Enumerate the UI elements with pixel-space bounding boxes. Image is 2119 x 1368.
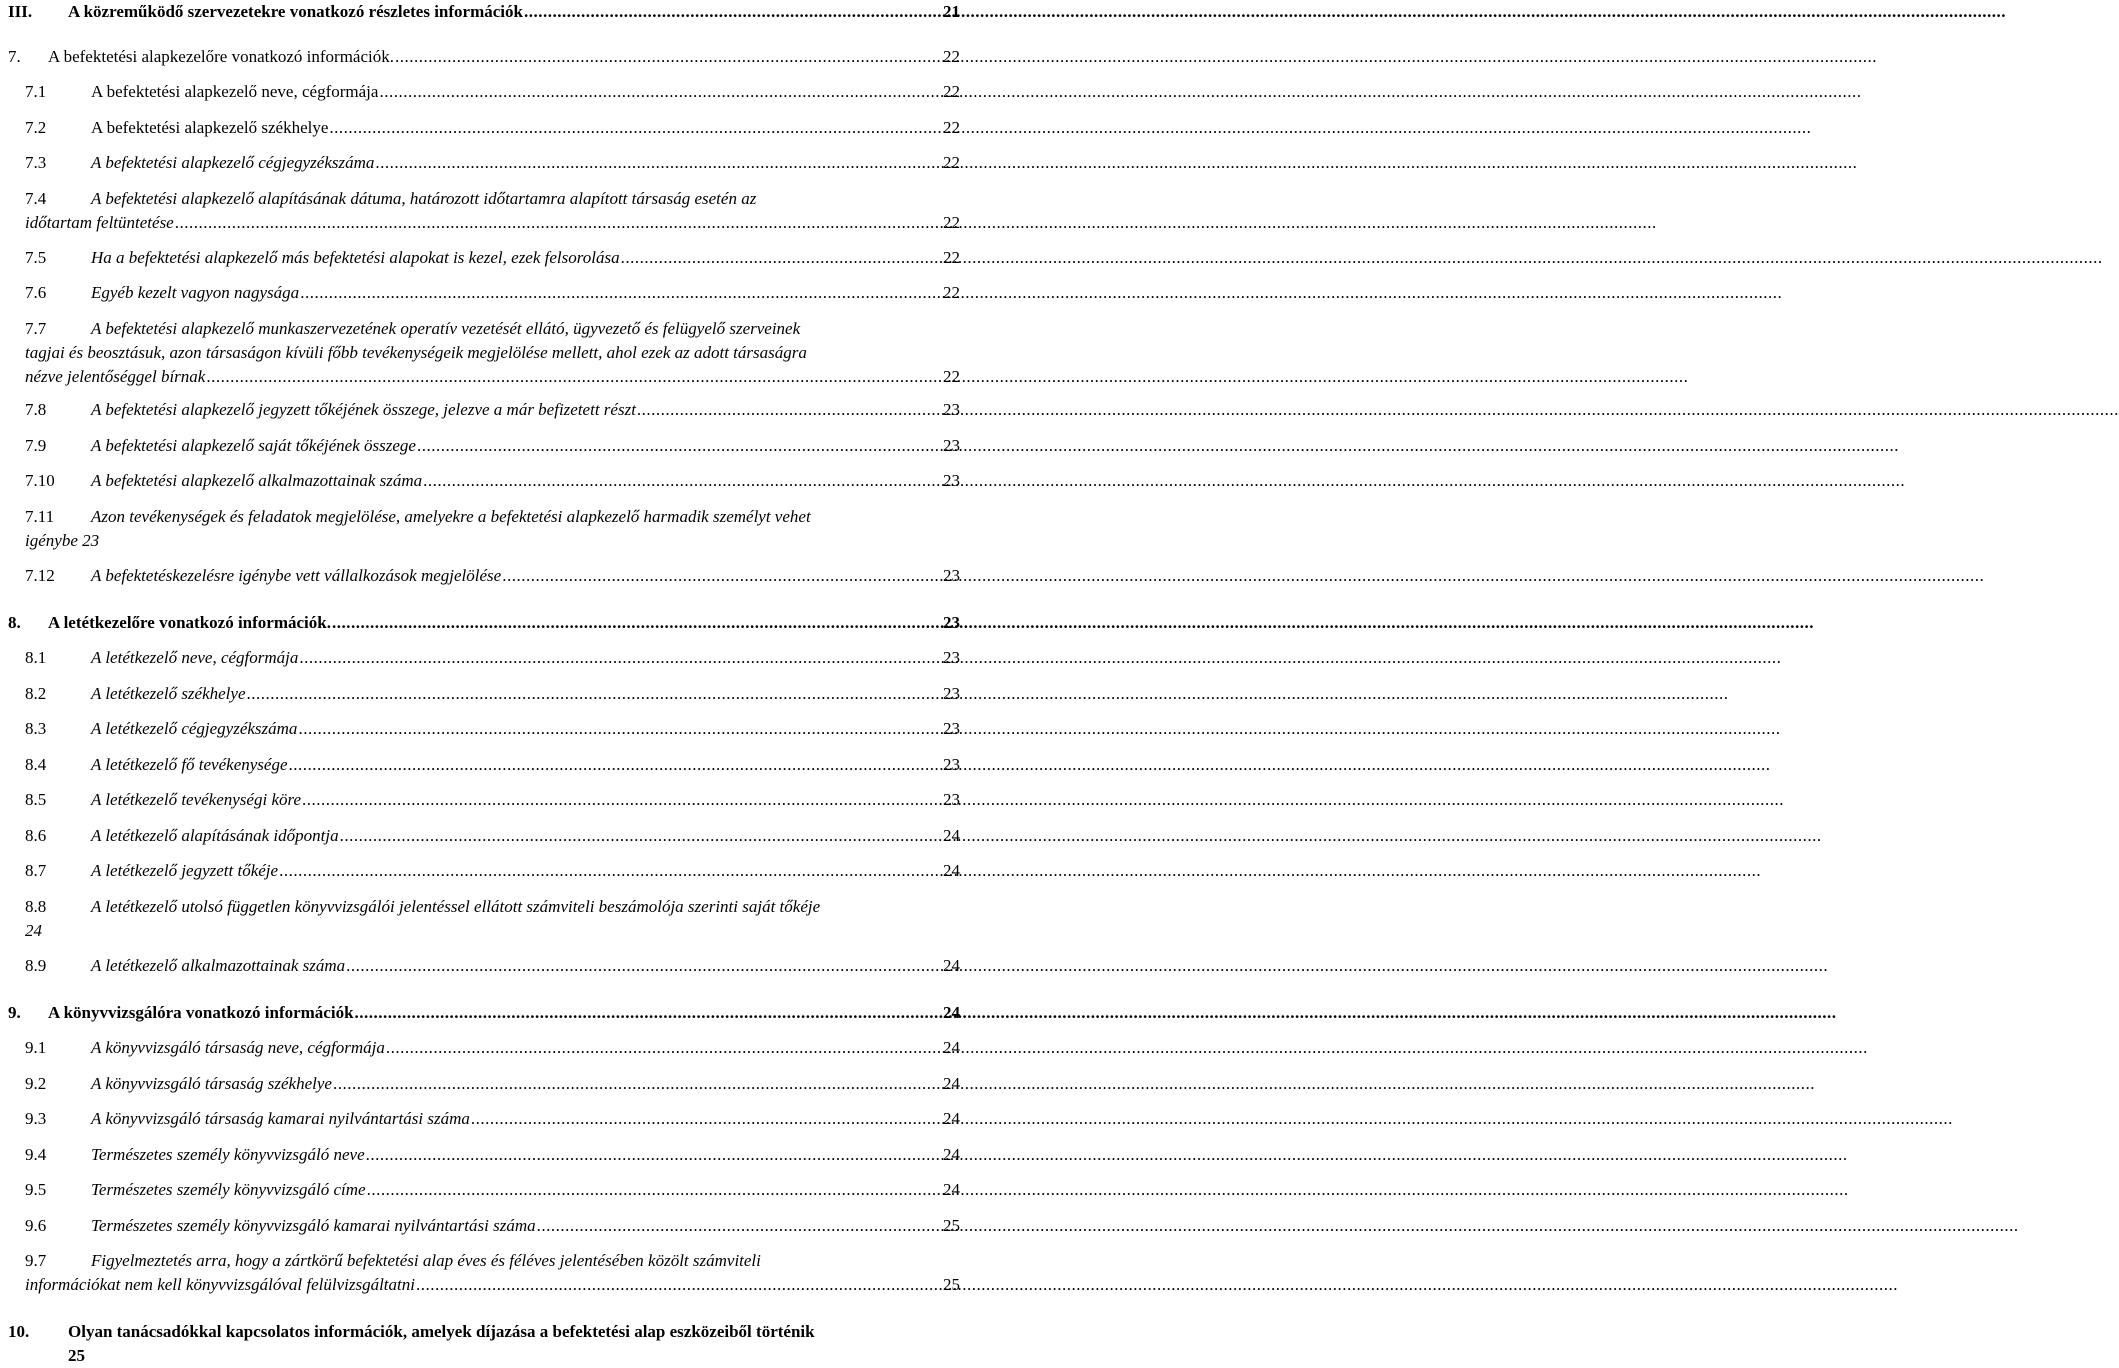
toc-entry-number: 9. [8, 1003, 21, 1022]
toc-entry-title: A letétkezelőre vonatkozó információk. [48, 613, 331, 632]
toc-entry[interactable] [0, 717, 960, 741]
toc-entry-number: 7.12 [25, 566, 55, 585]
toc-entry-number: 9.3 [25, 1109, 47, 1128]
toc-entry-number: 7.4 [25, 189, 47, 208]
dot-leader [423, 469, 942, 493]
toc-entry-page: 24 [943, 956, 960, 975]
toc-entry-page: 25 [943, 1275, 960, 1294]
toc-entry[interactable] [0, 317, 960, 389]
toc-entry-number: 7.5 [25, 248, 47, 267]
toc-entry-title: Természetes személy könyvvizsgáló neve [91, 1145, 365, 1164]
toc-entry-page: 23 [943, 566, 960, 585]
toc-entry-number: 8.9 [25, 956, 47, 975]
toc-entry-page: 21 [943, 2, 960, 21]
toc-entry[interactable] [0, 824, 960, 848]
toc-entry-title: információkat nem kell könyvvizsgálóval felülvizsgáltatni [25, 1275, 415, 1294]
dot-leader [332, 611, 942, 635]
toc-entry[interactable] [0, 1036, 960, 1060]
toc-entry[interactable] [0, 151, 960, 175]
toc-entry-page: 24 [943, 1145, 960, 1164]
toc-entry-page: 22 [943, 47, 960, 66]
toc-entry-page: 23 [943, 436, 960, 455]
toc-entry-title: Azon tevékenységek és feladatok megjelölése, amelyekre a befektetési alapkezelő harmadik személyt vehet [91, 507, 811, 526]
toc-entry[interactable] [0, 954, 960, 978]
toc-entry[interactable] [0, 753, 960, 777]
toc-entry-title: A letétkezelő neve, cégformája [91, 648, 299, 667]
toc-entry-page: 24 [943, 1180, 960, 1199]
toc-entry-page: 24 [943, 1109, 960, 1128]
toc-entry-number: 9.6 [25, 1216, 47, 1235]
toc-entry[interactable] [0, 505, 960, 553]
toc-entry-number: 7.11 [25, 507, 55, 526]
dot-leader [502, 564, 942, 588]
toc-entry[interactable] [0, 682, 960, 706]
dot-leader [386, 1036, 942, 1060]
toc-entry-page: 22 [943, 153, 960, 172]
toc-entry-page: 24 [943, 1038, 960, 1057]
dot-leader [279, 859, 942, 883]
dot-leader [302, 788, 942, 812]
toc-entry-title: A letétkezelő székhelye [91, 684, 246, 703]
toc-entry[interactable] [0, 611, 960, 635]
dot-leader [416, 1273, 942, 1297]
toc-entry-page: 22 [943, 283, 960, 302]
toc-entry-number: 8.6 [25, 826, 47, 845]
toc-entry-title: A könyvvizsgáló társaság székhelye [91, 1074, 332, 1093]
toc-entry-number: 9.4 [25, 1145, 47, 1164]
toc-entry-page: 23 [943, 648, 960, 667]
toc-entry-title: igénybe 23 [25, 531, 100, 550]
toc-entry-page: 22 [943, 118, 960, 137]
toc-entry-title: A könyvvizsgáló társaság neve, cégformája [91, 1038, 385, 1057]
toc-entry-number: 8.1 [25, 648, 47, 667]
toc-entry-title: A befektetési alapkezelő saját tőkéjének összege [91, 436, 416, 455]
toc-entry-page: 24 [943, 826, 960, 845]
toc-entry-number: III. [8, 2, 33, 21]
toc-entry-page: 23 [943, 755, 960, 774]
dot-leader [300, 281, 942, 305]
toc-entry-number: 8.2 [25, 684, 47, 703]
toc-entry-title: Természetes személy könyvvizsgáló kamarai nyilvántartási száma [91, 1216, 536, 1235]
toc-entry[interactable] [0, 564, 960, 588]
toc-entry-title: Ha a befektetési alapkezelő más befektetési alapokat is kezel, ezek felsorolása [91, 248, 620, 267]
dot-leader [299, 646, 942, 670]
dot-leader [289, 753, 943, 777]
toc-entry-number: 9.1 [25, 1038, 47, 1057]
dot-leader [340, 824, 942, 848]
toc-entry[interactable] [0, 1320, 960, 1368]
toc-entry-number: 8.3 [25, 719, 47, 738]
toc-entry[interactable] [0, 1107, 960, 1131]
toc-entry-number: 7.1 [25, 82, 47, 101]
toc-entry-page: 22 [943, 82, 960, 101]
dot-leader [367, 1178, 942, 1202]
toc-entry-page: 24 [943, 861, 960, 880]
dot-leader [637, 398, 942, 422]
toc-entry-title: A letétkezelő jegyzett tőkéje [91, 861, 279, 880]
toc-entry-title: A letétkezelő alapításának időpontja [91, 826, 339, 845]
toc-entry[interactable] [0, 246, 960, 270]
toc-entry[interactable] [0, 469, 960, 493]
dot-leader [333, 1072, 942, 1096]
toc-entry[interactable] [0, 116, 960, 140]
toc-entry[interactable] [0, 646, 960, 670]
toc-entry-title: A letétkezelő alkalmazottainak száma [91, 956, 346, 975]
toc-entry-title: A befektetési alapkezelő alapításának dátuma, határozott időtartamra alapított társaság esetén az [91, 189, 757, 208]
toc-entry[interactable] [0, 1214, 960, 1238]
toc-entry[interactable] [0, 1001, 960, 1025]
toc-entry-title: A befektetési alapkezelőre vonatkozó információk. [48, 47, 394, 66]
dot-leader [379, 80, 942, 104]
toc-entry-title: A befektetési alapkezelő munkaszervezetének operatív vezetését ellátó, ügyvezető és felügyelő szerveinek [91, 319, 801, 338]
toc-entry[interactable] [0, 398, 960, 422]
dot-leader [329, 116, 942, 140]
dot-leader [471, 1107, 942, 1131]
dot-leader [524, 0, 942, 24]
dot-leader [537, 1214, 942, 1238]
toc-entry-title: A letétkezelő fő tevékenysége [91, 755, 288, 774]
toc-entry-page: 23 [943, 719, 960, 738]
toc-entry-title: nézve jelentőséggel bírnak [25, 367, 206, 386]
toc-entry-number: 9.5 [25, 1180, 47, 1199]
toc-entry-title: tagjai és beosztásuk, azon társaságon kívüli főbb tevékenységeik megjelölése mellett, ahol ezek az adott társaságra [25, 343, 807, 362]
dot-leader [247, 682, 943, 706]
dot-leader [395, 45, 942, 69]
toc-entry-title: Egyéb kezelt vagyon nagysága [91, 283, 300, 302]
toc-entry-number: 7.8 [25, 400, 47, 419]
toc-entry-page: 23 [943, 471, 960, 490]
toc-entry-number: 9.7 [25, 1251, 47, 1270]
toc-entry-number: 7.3 [25, 153, 47, 172]
toc-entry[interactable] [0, 1143, 960, 1167]
toc-entry-page: 24 [943, 1003, 960, 1022]
toc-entry-title: A befektetési alapkezelő székhelye [91, 118, 329, 137]
dot-leader [298, 717, 942, 741]
toc-entry-page: 23 [943, 400, 960, 419]
toc-entry-title: A letétkezelő tevékenységi köre [91, 790, 302, 809]
toc-entry-number: 7. [8, 47, 21, 66]
toc-entry-title: A könyvvizsgáló társaság kamarai nyilvántartási száma [91, 1109, 470, 1128]
toc-entry-number: 7.7 [25, 319, 47, 338]
toc-entry-title: A befektetési alapkezelő jegyzett tőkéjének összege, jelezve a már befizetett részt [91, 400, 636, 419]
toc-entry-title: A befektetési alapkezelő neve, cégformája [91, 82, 379, 101]
dot-leader [621, 246, 942, 270]
toc-entry-number: 7.6 [25, 283, 47, 302]
toc-entry[interactable] [0, 434, 960, 458]
toc-entry[interactable] [0, 80, 960, 104]
toc-entry[interactable] [0, 788, 960, 812]
toc-entry-page: 23 [943, 684, 960, 703]
toc-entry-title: Természetes személy könyvvizsgáló címe [91, 1180, 366, 1199]
toc-entry-title: A közreműködő szervezetekre vonatkozó részletes információk [68, 2, 523, 21]
toc-entry-number: 8.4 [25, 755, 47, 774]
toc-entry[interactable] [0, 187, 960, 235]
toc-entry-title: 25 [68, 1346, 85, 1365]
dot-leader [375, 151, 942, 175]
toc-entry-title: Olyan tanácsadókkal kapcsolatos információk, amelyek díjazása a befektetési alap eszközeiből történik [68, 1322, 815, 1341]
toc-entry-title: Figyelmeztetés arra, hogy a zártkörű befektetési alap éves és féléves jelentésében közölt számviteli [91, 1251, 761, 1270]
toc-entry[interactable] [0, 1249, 960, 1297]
dot-leader [355, 1001, 942, 1025]
toc-entry[interactable] [0, 1072, 960, 1096]
toc-entry-title: A letétkezelő utolsó független könyvvizsgálói jelentéssel ellátott számviteli beszámolója szerinti saját tőkéje [91, 897, 821, 916]
toc-entry-page: 22 [943, 248, 960, 267]
toc-entry-number: 9.2 [25, 1074, 47, 1093]
toc-entry-number: 7.9 [25, 436, 47, 455]
toc-entry-number: 8.5 [25, 790, 47, 809]
toc-entry-page: 24 [943, 1074, 960, 1093]
toc-entry-page: 22 [943, 367, 960, 386]
toc-entry-title: 24 [25, 921, 42, 940]
toc-entry-page: 25 [943, 1216, 960, 1235]
toc-entry-title: időtartam feltüntetése [25, 213, 174, 232]
toc-entry-title: A könyvvizsgálóra vonatkozó információk [48, 1003, 354, 1022]
toc-entry-number: 7.2 [25, 118, 47, 137]
dot-leader [346, 954, 942, 978]
toc-entry-page: 22 [943, 213, 960, 232]
toc-entry[interactable] [0, 895, 960, 943]
toc-entry-page: 23 [943, 613, 960, 632]
toc-entry-number: 7.10 [25, 471, 55, 490]
toc-entry[interactable] [0, 45, 960, 69]
toc-entry-title: A befektetési alapkezelő cégjegyzékszáma [91, 153, 375, 172]
dot-leader [417, 434, 942, 458]
dot-leader [175, 211, 942, 235]
dot-leader [366, 1143, 942, 1167]
toc-entry-page: 23 [943, 790, 960, 809]
dot-leader [206, 365, 942, 389]
toc-entry-number: 8.8 [25, 897, 47, 916]
toc-entry-number: 10. [8, 1322, 30, 1341]
toc-entry-number: 8. [8, 613, 21, 632]
toc-entry-title: A befektetési alapkezelő alkalmazottainak száma [91, 471, 423, 490]
toc-entry-title: A letétkezelő cégjegyzékszáma [91, 719, 298, 738]
toc-entry-title: A befektetéskezelésre igénybe vett vállalkozások megjelölése [91, 566, 502, 585]
toc-entry[interactable] [0, 1178, 960, 1202]
toc-entry-number: 8.7 [25, 861, 47, 880]
toc-entry[interactable] [0, 281, 960, 305]
toc-entry[interactable] [0, 0, 960, 24]
toc-entry[interactable] [0, 859, 960, 883]
